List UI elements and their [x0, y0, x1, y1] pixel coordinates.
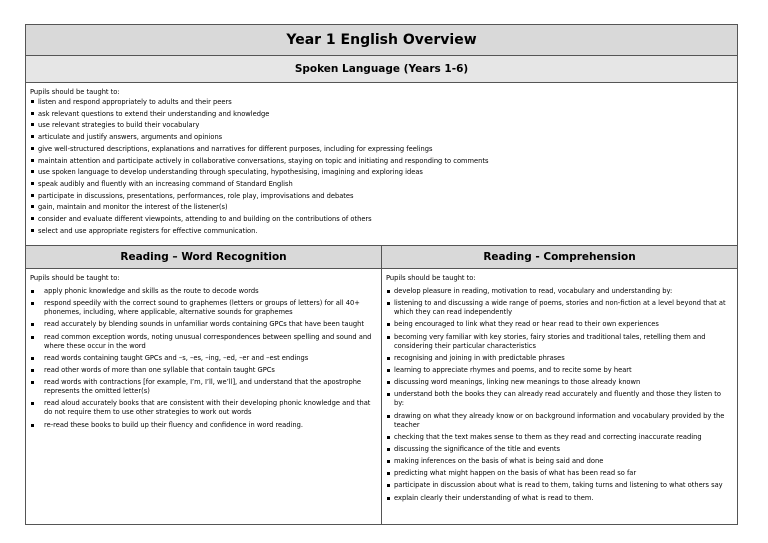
list-item: respond speedily with the correct sound to graphemes (letters or groups of letters) for all 40+ phonemes, including, where applicable, alternative sounds for graphemes — [30, 299, 377, 317]
list-item: listen and respond appropriately to adults and their peers — [30, 97, 733, 109]
reading-columns — [26, 269, 737, 524]
list-item: read aloud accurately books that are consistent with their developing phonic knowledge and that do not require them to use other strategies to work out words — [30, 399, 377, 417]
list-item: read accurately by blending sounds in unfamiliar words containing GPCs that have been taught — [30, 320, 377, 329]
spoken-language-section — [26, 83, 737, 246]
list-item: being encouraged to link what they read or hear read to their own experiences — [386, 320, 733, 329]
word-recognition-list — [30, 287, 377, 430]
spoken-list — [30, 97, 733, 237]
list-item: learning to appreciate rhymes and poems, and to recite some by heart — [386, 366, 733, 375]
word-recognition-heading: Reading – Word Recognition — [26, 246, 382, 268]
list-item: re-read these books to build up their fluency and confidence in word reading. — [30, 421, 377, 430]
list-item: discussing the significance of the title and events — [386, 445, 733, 454]
list-item: explain clearly their understanding of what is read to them. — [386, 494, 733, 503]
comprehension-list — [386, 287, 733, 503]
word-recognition-intro: Pupils should be taught to: — [30, 274, 120, 282]
list-item: read words with contractions [for example, I’m, I’ll, we’ll], and understand that the apostrophe represents the omitted letter(s) — [30, 378, 377, 396]
list-item: checking that the text makes sense to them as they read and correcting inaccurate reading — [386, 433, 733, 442]
list-item: articulate and justify answers, arguments and opinions — [30, 132, 733, 144]
list-item: read words containing taught GPCs and –s, –es, –ing, –ed, –er and –est endings — [30, 354, 377, 363]
list-item: making inferences on the basis of what is being said and done — [386, 457, 733, 466]
list-item: read common exception words, noting unusual correspondences between spelling and sound and where these occur in the word — [30, 333, 377, 351]
list-item: understand both the books they can already read accurately and fluently and those they listen to by: — [386, 390, 733, 408]
list-item: use spoken language to develop understanding through speculating, hypothesising, imagining and exploring ideas — [30, 167, 733, 179]
list-item: apply phonic knowledge and skills as the route to decode words — [30, 287, 377, 296]
list-item: drawing on what they already know or on background information and vocabulary provided by the teacher — [386, 412, 733, 430]
list-item: consider and evaluate different viewpoints, attending to and building on the contributions of others — [30, 214, 733, 226]
document-title: Year 1 English Overview — [26, 25, 737, 56]
list-item: use relevant strategies to build their vocabulary — [30, 120, 733, 132]
list-item: select and use appropriate registers for effective communication. — [30, 226, 733, 238]
list-item: discussing word meanings, linking new meanings to those already known — [386, 378, 733, 387]
spoken-language-heading: Spoken Language (Years 1-6) — [26, 56, 737, 83]
reading-headings-row — [26, 246, 737, 269]
list-item: develop pleasure in reading, motivation to read, vocabulary and understanding by: — [386, 287, 733, 296]
list-item: read other words of more than one syllable that contain taught GPCs — [30, 366, 377, 375]
list-item: maintain attention and participate actively in collaborative conversations, staying on topic and initiating and responding to comments — [30, 156, 733, 168]
list-item: predicting what might happen on the basis of what has been read so far — [386, 469, 733, 478]
list-item: ask relevant questions to extend their understanding and knowledge — [30, 109, 733, 121]
word-recognition-section — [26, 269, 382, 524]
spoken-intro: Pupils should be taught to: — [30, 88, 120, 96]
list-item: speak audibly and fluently with an increasing command of Standard English — [30, 179, 733, 191]
list-item: listening to and discussing a wide range of poems, stories and non-fiction at a level beyond that at which they can read independently — [386, 299, 733, 317]
list-item: participate in discussion about what is read to them, taking turns and listening to what others say — [386, 481, 733, 490]
comprehension-intro: Pupils should be taught to: — [386, 274, 476, 282]
list-item: give well-structured descriptions, explanations and narratives for different purposes, including for expressing feelings — [30, 144, 733, 156]
list-item: gain, maintain and monitor the interest of the listener(s) — [30, 202, 733, 214]
comprehension-section — [382, 269, 737, 524]
overview-document — [25, 24, 738, 525]
list-item: recognising and joining in with predictable phrases — [386, 354, 733, 363]
list-item: participate in discussions, presentations, performances, role play, improvisations and debates — [30, 191, 733, 203]
comprehension-heading: Reading - Comprehension — [483, 251, 636, 263]
list-item: becoming very familiar with key stories, fairy stories and traditional tales, retelling them and considering their particular characteristics — [386, 333, 733, 351]
